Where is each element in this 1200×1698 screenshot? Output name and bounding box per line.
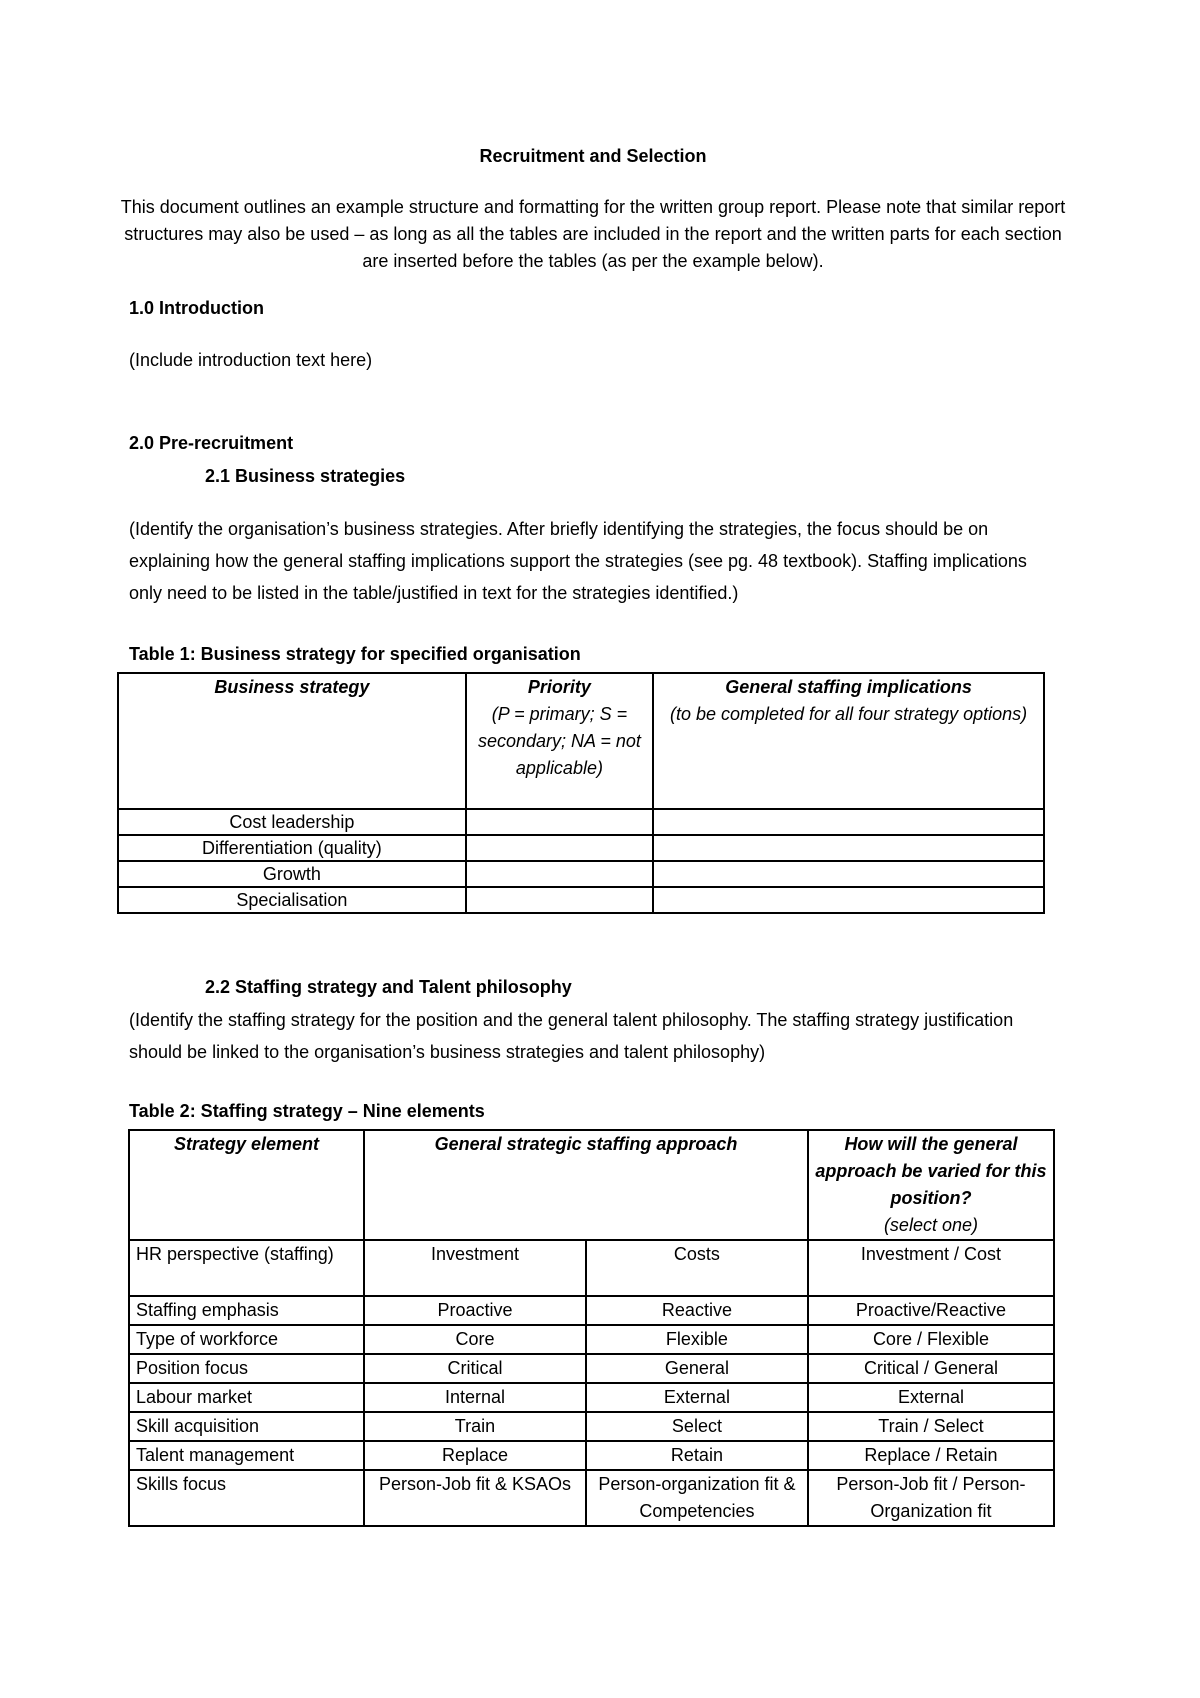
priority-input-cell[interactable]: [466, 835, 653, 861]
table-cell: Train: [364, 1412, 586, 1441]
selection-cell[interactable]: Core / Flexible: [808, 1325, 1054, 1354]
table-cell: Replace: [364, 1441, 586, 1470]
table-header-cell: Priority (P = primary; S = secondary; NA = not applicable): [466, 673, 653, 809]
table-row: [129, 1470, 1054, 1526]
table-header-cell: How will the general approach be varied for this position? (select one): [808, 1130, 1054, 1240]
table-cell: Reactive: [586, 1296, 808, 1325]
implications-input-cell[interactable]: [653, 861, 1044, 887]
priority-input-cell[interactable]: [466, 809, 653, 835]
implications-input-cell[interactable]: [653, 835, 1044, 861]
table-cell: Core: [364, 1325, 586, 1354]
implications-input-cell[interactable]: [653, 809, 1044, 835]
table-header-cell: General strategic staffing approach: [364, 1130, 808, 1240]
table-cell: Critical: [364, 1354, 586, 1383]
selection-cell[interactable]: Proactive/Reactive: [808, 1296, 1054, 1325]
table-cell: Proactive: [364, 1296, 586, 1325]
section-heading-introduction: 1.0 Introduction: [129, 298, 264, 318]
table-cell: Type of workforce: [129, 1325, 364, 1354]
implications-input-cell[interactable]: [653, 887, 1044, 913]
table-header-row: [129, 1130, 1054, 1240]
business-strategies-instructions: (Identify the organisation’s business strategies. After briefly identifying the strategies, the focus should be on explaining how the general staffing implications support the strategies (see pg. 48 textbook). Staffing implications only need to be listed in the table/justified in text for the strategies identified.): [129, 519, 1027, 603]
table-cell: Investment: [364, 1240, 586, 1296]
table-header-row: [118, 673, 1044, 809]
table-cell: Flexible: [586, 1325, 808, 1354]
table-cell: Specialisation: [118, 887, 466, 913]
subsection-heading-staffing-strategy: 2.2 Staffing strategy and Talent philosophy: [205, 977, 572, 997]
table-row: [129, 1412, 1054, 1441]
table-row: [129, 1441, 1054, 1470]
table-cell: Staffing emphasis: [129, 1296, 364, 1325]
selection-cell[interactable]: External: [808, 1383, 1054, 1412]
table-row: [129, 1296, 1054, 1325]
selection-cell[interactable]: Replace / Retain: [808, 1441, 1054, 1470]
table-cell: Differentiation (quality): [118, 835, 466, 861]
table-cell: HR perspective (staffing): [129, 1240, 364, 1296]
table-row: [129, 1354, 1054, 1383]
table-row: [118, 861, 1044, 887]
table-cell: Internal: [364, 1383, 586, 1412]
table-cell: Skill acquisition: [129, 1412, 364, 1441]
selection-cell[interactable]: Investment / Cost: [808, 1240, 1054, 1296]
table-cell: Skills focus: [129, 1470, 364, 1526]
selection-cell[interactable]: Train / Select: [808, 1412, 1054, 1441]
table1-caption: Table 1: Business strategy for specified organisation: [129, 644, 581, 664]
table-header-cell: Business strategy: [118, 673, 466, 809]
table-cell: Cost leadership: [118, 809, 466, 835]
table-cell: Labour market: [129, 1383, 364, 1412]
table-row: [118, 835, 1044, 861]
table-cell: Position focus: [129, 1354, 364, 1383]
business-strategy-table: [117, 672, 1045, 914]
introduction-placeholder: (Include introduction text here): [129, 350, 373, 370]
table-cell: Person-Job fit & KSAOs: [364, 1470, 586, 1526]
table-cell: Talent management: [129, 1441, 364, 1470]
section-heading-pre-recruitment: 2.0 Pre-recruitment: [129, 433, 294, 453]
table-row: [129, 1325, 1054, 1354]
table-cell: Person-organization fit & Competencies: [586, 1470, 808, 1526]
table-row: [129, 1383, 1054, 1412]
subsection-heading-business-strategies: 2.1 Business strategies: [205, 466, 406, 486]
document-title: Recruitment and Selection: [479, 146, 707, 166]
table-header-cell: General staffing implications (to be completed for all four strategy options): [653, 673, 1044, 809]
selection-cell[interactable]: Person-Job fit / Person-Organization fit: [808, 1470, 1054, 1526]
table-cell: External: [586, 1383, 808, 1412]
table-cell: General: [586, 1354, 808, 1383]
table-cell: Costs: [586, 1240, 808, 1296]
table-row: [129, 1240, 1054, 1296]
intro-paragraph: This document outlines an example structure and formatting for the written group report. Please note that similar report structures may also be used – as long as all the tables are included in the report and the written parts for each section are inserted before the tables (as per the example below).: [120, 197, 1066, 271]
table-cell: Retain: [586, 1441, 808, 1470]
staffing-strategy-instructions: (Identify the staffing strategy for the position and the general talent philosophy. The staffing strategy justification should be linked to the organisation’s business strategies and talent philosophy): [129, 1010, 1014, 1062]
table-row: [118, 887, 1044, 913]
table2-caption: Table 2: Staffing strategy – Nine elements: [129, 1101, 485, 1121]
priority-input-cell[interactable]: [466, 887, 653, 913]
table-header-cell: Strategy element: [129, 1130, 364, 1240]
selection-cell[interactable]: Critical / General: [808, 1354, 1054, 1383]
staffing-strategy-table: [128, 1129, 1055, 1527]
priority-input-cell[interactable]: [466, 861, 653, 887]
table-row: [118, 809, 1044, 835]
table-cell: Growth: [118, 861, 466, 887]
table-cell: Select: [586, 1412, 808, 1441]
